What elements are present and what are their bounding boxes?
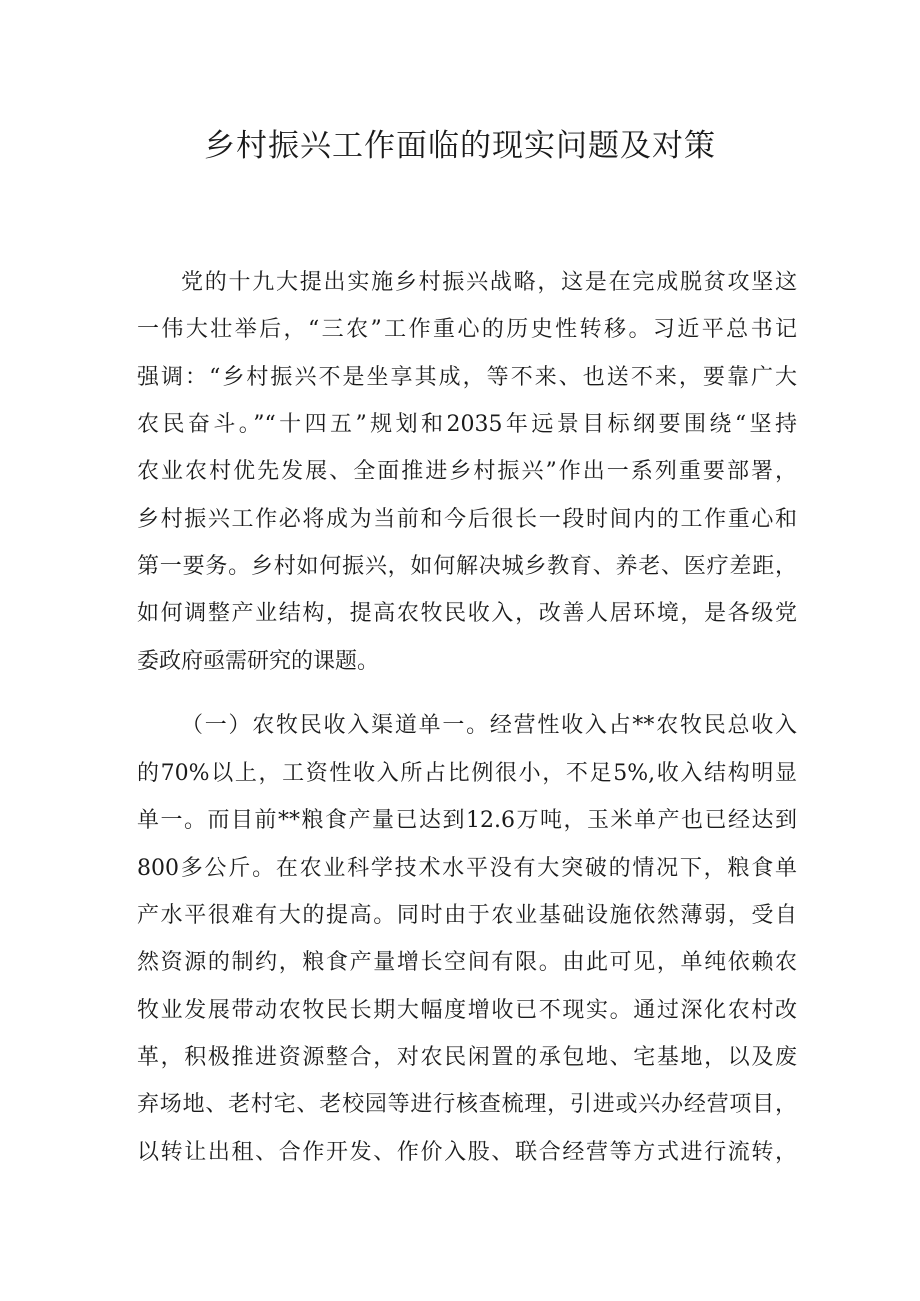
paragraph-line: 强调：“乡村振兴不是坐享其成，等不来、也送不来，要靠广大 <box>137 365 797 390</box>
paragraph-line: 农业农村优先发展、全面推进乡村振兴”作出一系列重要部署， <box>137 459 797 484</box>
paragraph-line: 以转让出租、合作开发、作价入股、联合经营等方式进行流转， <box>137 1140 797 1165</box>
paragraph-line: 乡村振兴工作必将成为当前和今后很长一段时间内的工作重心和 <box>137 507 797 532</box>
paragraph-line: 一伟大壮举后，“三农”工作重心的历史性转移。习近平总书记 <box>137 317 797 342</box>
paragraph-line: 单一。而目前**粮食产量已达到12.6万吨，玉米单产也已经达到 <box>137 808 797 833</box>
paragraph-line: 委政府亟需研究的课题。 <box>137 649 380 674</box>
paragraph-line: 第一要务。乡村如何振兴，如何解决城乡教育、养老、医疗差距， <box>137 554 797 579</box>
paragraph-line: （一）农牧民收入渠道单一。经营性收入占**农牧民总收入 <box>181 713 797 738</box>
paragraph-line: 牧业发展带动农牧民长期大幅度增收已不现实。通过深化农村改 <box>137 998 797 1023</box>
paragraph-line: 然资源的制约，粮食产量增长空间有限。由此可见，单纯依赖农 <box>137 950 797 975</box>
paragraph-line: 800多公斤。在农业科学技术水平没有大突破的情况下，粮食单 <box>137 856 797 881</box>
paragraph-line: 革，积极推进资源整合，对农民闲置的承包地、宅基地，以及废 <box>137 1045 797 1070</box>
paragraph-line: 弃场地、老村宅、老校园等进行核查梳理，引进或兴办经营项目， <box>137 1092 797 1117</box>
paragraph-line: 农民奋斗。”“十四五”规划和2035年远景目标纲要围绕“坚持 <box>137 412 797 437</box>
paragraph-line: 产水平很难有大的提高。同时由于农业基础设施依然薄弱，受自 <box>137 903 797 928</box>
paragraph-line: 党的十九大提出实施乡村振兴战略，这是在完成脱贫攻坚这 <box>181 270 797 295</box>
document-title: 乡村振兴工作面临的现实问题及对策 <box>204 128 716 164</box>
paragraph-line: 的70%以上，工资性收入所占比例很小，不足5%,收入结构明显 <box>137 761 797 786</box>
paragraph-line: 如何调整产业结构，提高农牧民收入，改善人居环境，是各级党 <box>137 601 797 626</box>
